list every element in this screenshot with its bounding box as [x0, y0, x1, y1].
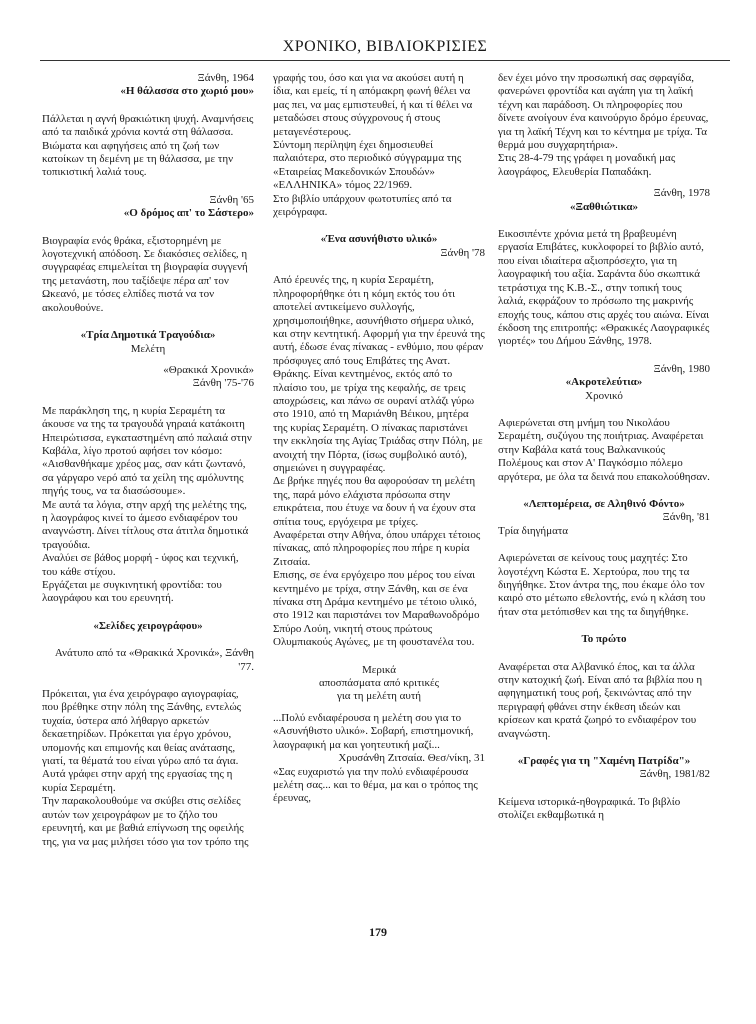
column-1 — [42, 72, 254, 849]
header-rule — [40, 60, 730, 61]
entry-place: Ξάνθη, 1981/82 — [639, 768, 710, 781]
entry-text: Αναφέρεται στα Αλβανικό έπος, και τα άλλα στην κατοχική ζωή. Είναι από τα βιβλία που η αφηγηματική τους ροή, ξεκινώντας από την περιγραφή φθάνει στην έκθεση ιδεών και κρίσεων και κρατά ζωηρό το ενδιαφέρον του αναγνώστη. — [498, 660, 703, 740]
entry-text: Με αυτά τα λόγια, στην αρχή της μελέτης της, η λαογράφος κινεί το άμεσο ενδιαφέρον του αναγνώστη. Δίνει τίτλους στα άτιτλα δημοτικά τραγούδια. — [42, 498, 249, 551]
entry-place: Ξάνθη '78 — [440, 246, 485, 259]
entry-subtitle: Τρία διηγήματα — [498, 524, 569, 537]
entry-text: Από έρευνές της, η κυρία Σεραμέτη, πληροφορήθηκε ότι η κόμη εκτός του ότι αποτελεί αντικείμενο συλλογής, χρησιμοποιήθηκε, ασυνήθιστο σήμερα υλικό, και στην κεντητική. Αφορμή για την έρευνά της αυτή, έδωσε ένας πίνακας - ενθύμιο, που φέραν πρόσφυγες από τους Επιβάτες της Ανατ. Θράκης. Είναι κεντημένος, εκτός από το πλαίσιο του, με τρίχα της κεφαλής, σε τρεις αποχρώσεις, και πάνω σε ουρανί ατλάζι γύρω στο 1910, από τη Μαριάνθη Βέικου, μητέρα της κυρίας Σεραμέτη. Ο πίνακας παριστάνει την εκκλησία της Αγίας Τριάδας στην Πόλη, με ανοιχτή την Πόρτα, (ίσως συμβολικό αυτό), σημειώνει η συγγραφέας. — [273, 274, 485, 474]
entry-title: «Ο δρόμος απ' το Σάστερο» — [123, 207, 254, 220]
critique-author: Χρυσάνθη Ζιτσαία. Θεσ/νίκη, 31 — [338, 752, 485, 765]
entry-text: δεν έχει μόνο την προσωπική σας σφραγίδα, φανερώνει φροντίδα και αγάπη για τη λαϊκή τέχνη και παράδοση. Οι πληροφορίες που δίνετε ανοίγουν ένα καινούργιο δρόμο έρευνας, για τη λαϊκή Τέχνη και το κέντημα με τρίχα. Τα θερμά μου συγχαρητήρια». — [498, 72, 709, 152]
entry-text: Την παρακολουθούμε να σκύβει στις σελίδες αυτών των χειρογράφων με το ζήλο του ερευνητή, και με βαθιά επίγνωση της οφειλής της, για να μας μιλήσει τόσο για τον τρόπο της — [42, 795, 249, 848]
entry-title: «Γραφές για τη "Χαμένη Πατρίδα"» — [517, 755, 691, 768]
column-3 — [498, 72, 710, 823]
entry-text: Σύντομη περίληψη έχει δημοσιευθεί παλαιότερα, στο περιοδικό σύγγραμμα της «Εταιρείας Μακεδονικών Σπουδών» «ΕΛΛΗΝΙΚΑ» τόμος 22/1969. — [273, 139, 462, 192]
entry-source: Ανάτυπο από τα «Θρακικά Χρονικά», Ξάνθη '77. — [54, 647, 254, 673]
entry-place: Ξάνθη '75-'76 — [192, 377, 254, 390]
entry-text: Εργάζεται με συγκινητική φροντίδα: του λαογράφου και του ερευνητή. — [42, 579, 222, 605]
running-header: ΧΡΟΝΙΚΟ, ΒΙΒΛΙΟΚΡΙΣΙΕΣ — [282, 38, 488, 55]
entry-text: Πρόκειται, για ένα χειρόγραφο αγιογραφίας, που βρέθηκε στην πόλη της Ξάνθης, εντελώς τυχαία, ύστερα από λήθαργο αρκετών δεκαετηρίδων. Πρόκειται για έργο χρόνου, υπομονής και επιμονής και θείας ανάτασης, γιατί, τα θέματά του είναι γύρω από τα άγια. — [42, 688, 242, 768]
entry-text: Εικοσιπέντε χρόνια μετά τη βραβευμένη εργασία Επιβάτες, κυκλοφορεί το βιβλίο αυτό, που είναι ιδιαίτερα αξιοπρόσεχτο, για τη λαογραφική του αξία. Σαράντα δύο σκωπτικά τετράστιχα της Κ.Β.-Σ., στην τοπική τους λαλιά, εκφράζουν το πρόσωπο της μακρινής εποχής τους, κάπου στις αρχές του αιώνα. Είναι έκδοση της επιτροπής: «Θρακικές Λαογραφικές γιορτές» του Δήμου Ξάνθης, 1978. — [498, 228, 710, 348]
entry-subtitle: Μελέτη — [130, 342, 166, 355]
entry-text: Δε βρήκε πηγές που θα αφορούσαν τη μελέτη της, παρά μόνο ελάχιστα πρόσωπα στην επικράτεια, που έτυχε να δουν ή να έχουν στα σπίτια τους, εργόχειρα με τρίχες. — [273, 475, 476, 528]
entry-place: Ξάνθη, '81 — [662, 511, 710, 524]
column-2 — [273, 72, 485, 806]
entry-title: «Σελίδες χειρογράφου» — [93, 619, 203, 632]
entry-title: Το πρώτο — [581, 633, 627, 646]
entry-place: Ξάνθη, 1978 — [653, 187, 710, 200]
entry-text: Αφιερώνεται σε κείνους τους μαχητές: Στο λογοτέχνη Κώστα Ε. Χερτούρα, που της τα διηγήθηκε. Στον άντρα της, που έκαμε όλο τον καιρό στο μέτωπο εθελοντής, ενώ η κλάση του ήταν στα μετόπισθεν και της τα διηγήθηκε. — [498, 552, 706, 618]
critique-heading: για τη μελέτη αυτή — [336, 690, 422, 703]
entry-place: Ξάνθη, 1980 — [653, 362, 710, 375]
entry-text: Στις 28-4-79 της γράφει η μοναδική μας λαογράφος, Ελευθερία Παπαδάκη. — [498, 152, 676, 178]
entry-text: Βιογραφία ενός θράκα, εξιστορημένη με λογοτεχνική απόδοση. Σε διακόσιες σελίδες, η συγγραφέας επιμελείται τη βιογραφία συγγενή της μετανάστη, που ταξίδεψε πέρα απ' τον Ωκεανό, με τόσες ελπίδες πιστά να τον ακολουθούνε. — [42, 234, 248, 314]
critique-heading: Μερικά — [361, 663, 397, 676]
entry-text: Αφιερώνεται στη μνήμη του Νικολάου Σεραμέτη, συζύγου της ποιήτριας. Αναφέρεται στην Καβάλα κατά τους Βαλκανικούς Πολέμους και στον Α' Παγκόσμιο πόλεμο αργότερα, με όλα τα δεινά που επακολούθησαν. — [498, 416, 710, 483]
entry-text: Αναλύει σε βάθος μορφή - ύφος και τεχνική, του κάθε στίχου. — [42, 552, 239, 578]
entry-place: Ξάνθη, 1964 — [197, 72, 254, 84]
entry-title: «Τρία Δημοτικά Τραγούδια» — [80, 329, 216, 342]
entry-title: «Ένα ασυνήθιστο υλικό» — [320, 233, 438, 246]
critique-quote: ...Πολύ ενδιαφέρουσα η μελέτη σου για το «Ασυνήθιστο υλικό». Σοβαρή, επιστημονική, λαογραφική μα και γοητευτική μαζί... — [273, 711, 474, 751]
entry-title: «Λεπτομέρεια, σε Αληθινό Φόντο» — [523, 497, 685, 510]
page-number: 179 — [369, 925, 387, 939]
critique-heading: αποσπάσματα από κριτικές — [318, 677, 440, 690]
entry-title: «Ξαθθιώτικα» — [570, 200, 638, 213]
critique-quote: «Σας ευχαριστώ για την πολύ ενδιαφέρουσα μελέτη σας... και το θέμα, μα και ο τρόπος της έρευνας, — [273, 765, 478, 805]
entry-text: Πάλλεται η αγνή θρακιώτικη ψυχή. Αναμνήσεις από τα παιδικά χρόνια κοντά στη θάλασσα. Βιώματα και αφηγήσεις από τη ζωή των κατοίκων τη δεμένη με τη θάλασσα, με την τοπικιστική λαλιά τους. — [42, 112, 254, 179]
entry-text: Με παράκληση της, η κυρία Σεραμέτη τα άκουσε να της τα τραγουδά γηραιά κατάκοιτη Ηπειρώτισσα, εγκαταστημένη από παλαιά στην Καβάλα, λίγο προτού αφήσει τον κόσμο: «Αισθανθήκαμε χρέος μας, σαν κάτι ζωντανό, σα γάργαρο νερό από τα χείλη της αμόλυντης πηγής τους, να τα διασώσουμε». — [42, 404, 252, 498]
entry-text: Κείμενα ιστορικά-ηθογραφικά. Το βιβλίο στολίζει εκθαμβωτικά η — [498, 795, 681, 822]
entry-source: «Θρακικά Χρονικά» — [163, 363, 254, 376]
entry-title: «Ακροτελεύτια» — [565, 376, 643, 389]
entry-title: «Η θάλασσα στο χωριό μου» — [120, 85, 254, 98]
entry-text: Αυτά γράφει στην αρχή της εργασίας της η κυρία Σεραμέτη. — [42, 768, 233, 794]
entry-text: γραφής του, όσο και για να ακούσει αυτή η ίδια, και εμείς, τί η απόμακρη φωνή θέλει να μας πει, να μας εμπιστευθεί, ή και τί θέλει να μεταδώσει στους σύγχρονους ή στους μεταγενέστερους. — [273, 72, 473, 138]
entry-subtitle: Χρονικό — [585, 389, 623, 402]
entry-place: Ξάνθη '65 — [209, 193, 254, 206]
entry-text: Στο βιβλίο υπάρχουν φωτοτυπίες από τα χειρόγραφα. — [273, 192, 452, 219]
entry-text: Επισης, σε ένα εργόχειρο που μέρος του είναι κεντημένο με τρίχα, στην Ξάνθη, και σε ένα πίνακα στη Δράμα κεντημένο με τέτοιο υλικό, στο 1912 και παριστάνει τον Μαραθωνοδρόμο Σπύρο Λούη, νικητή στους πρώτους Ολυμπιακούς Αγώνες, με τη φουστανέλα του. — [273, 569, 480, 649]
entry-text: Αναφέρεται στην Αθήνα, όπου υπάρχει τέτοιος πίνακας, από πληροφορίες που πήρε η κυρία Ζιτσαία. — [273, 529, 481, 568]
